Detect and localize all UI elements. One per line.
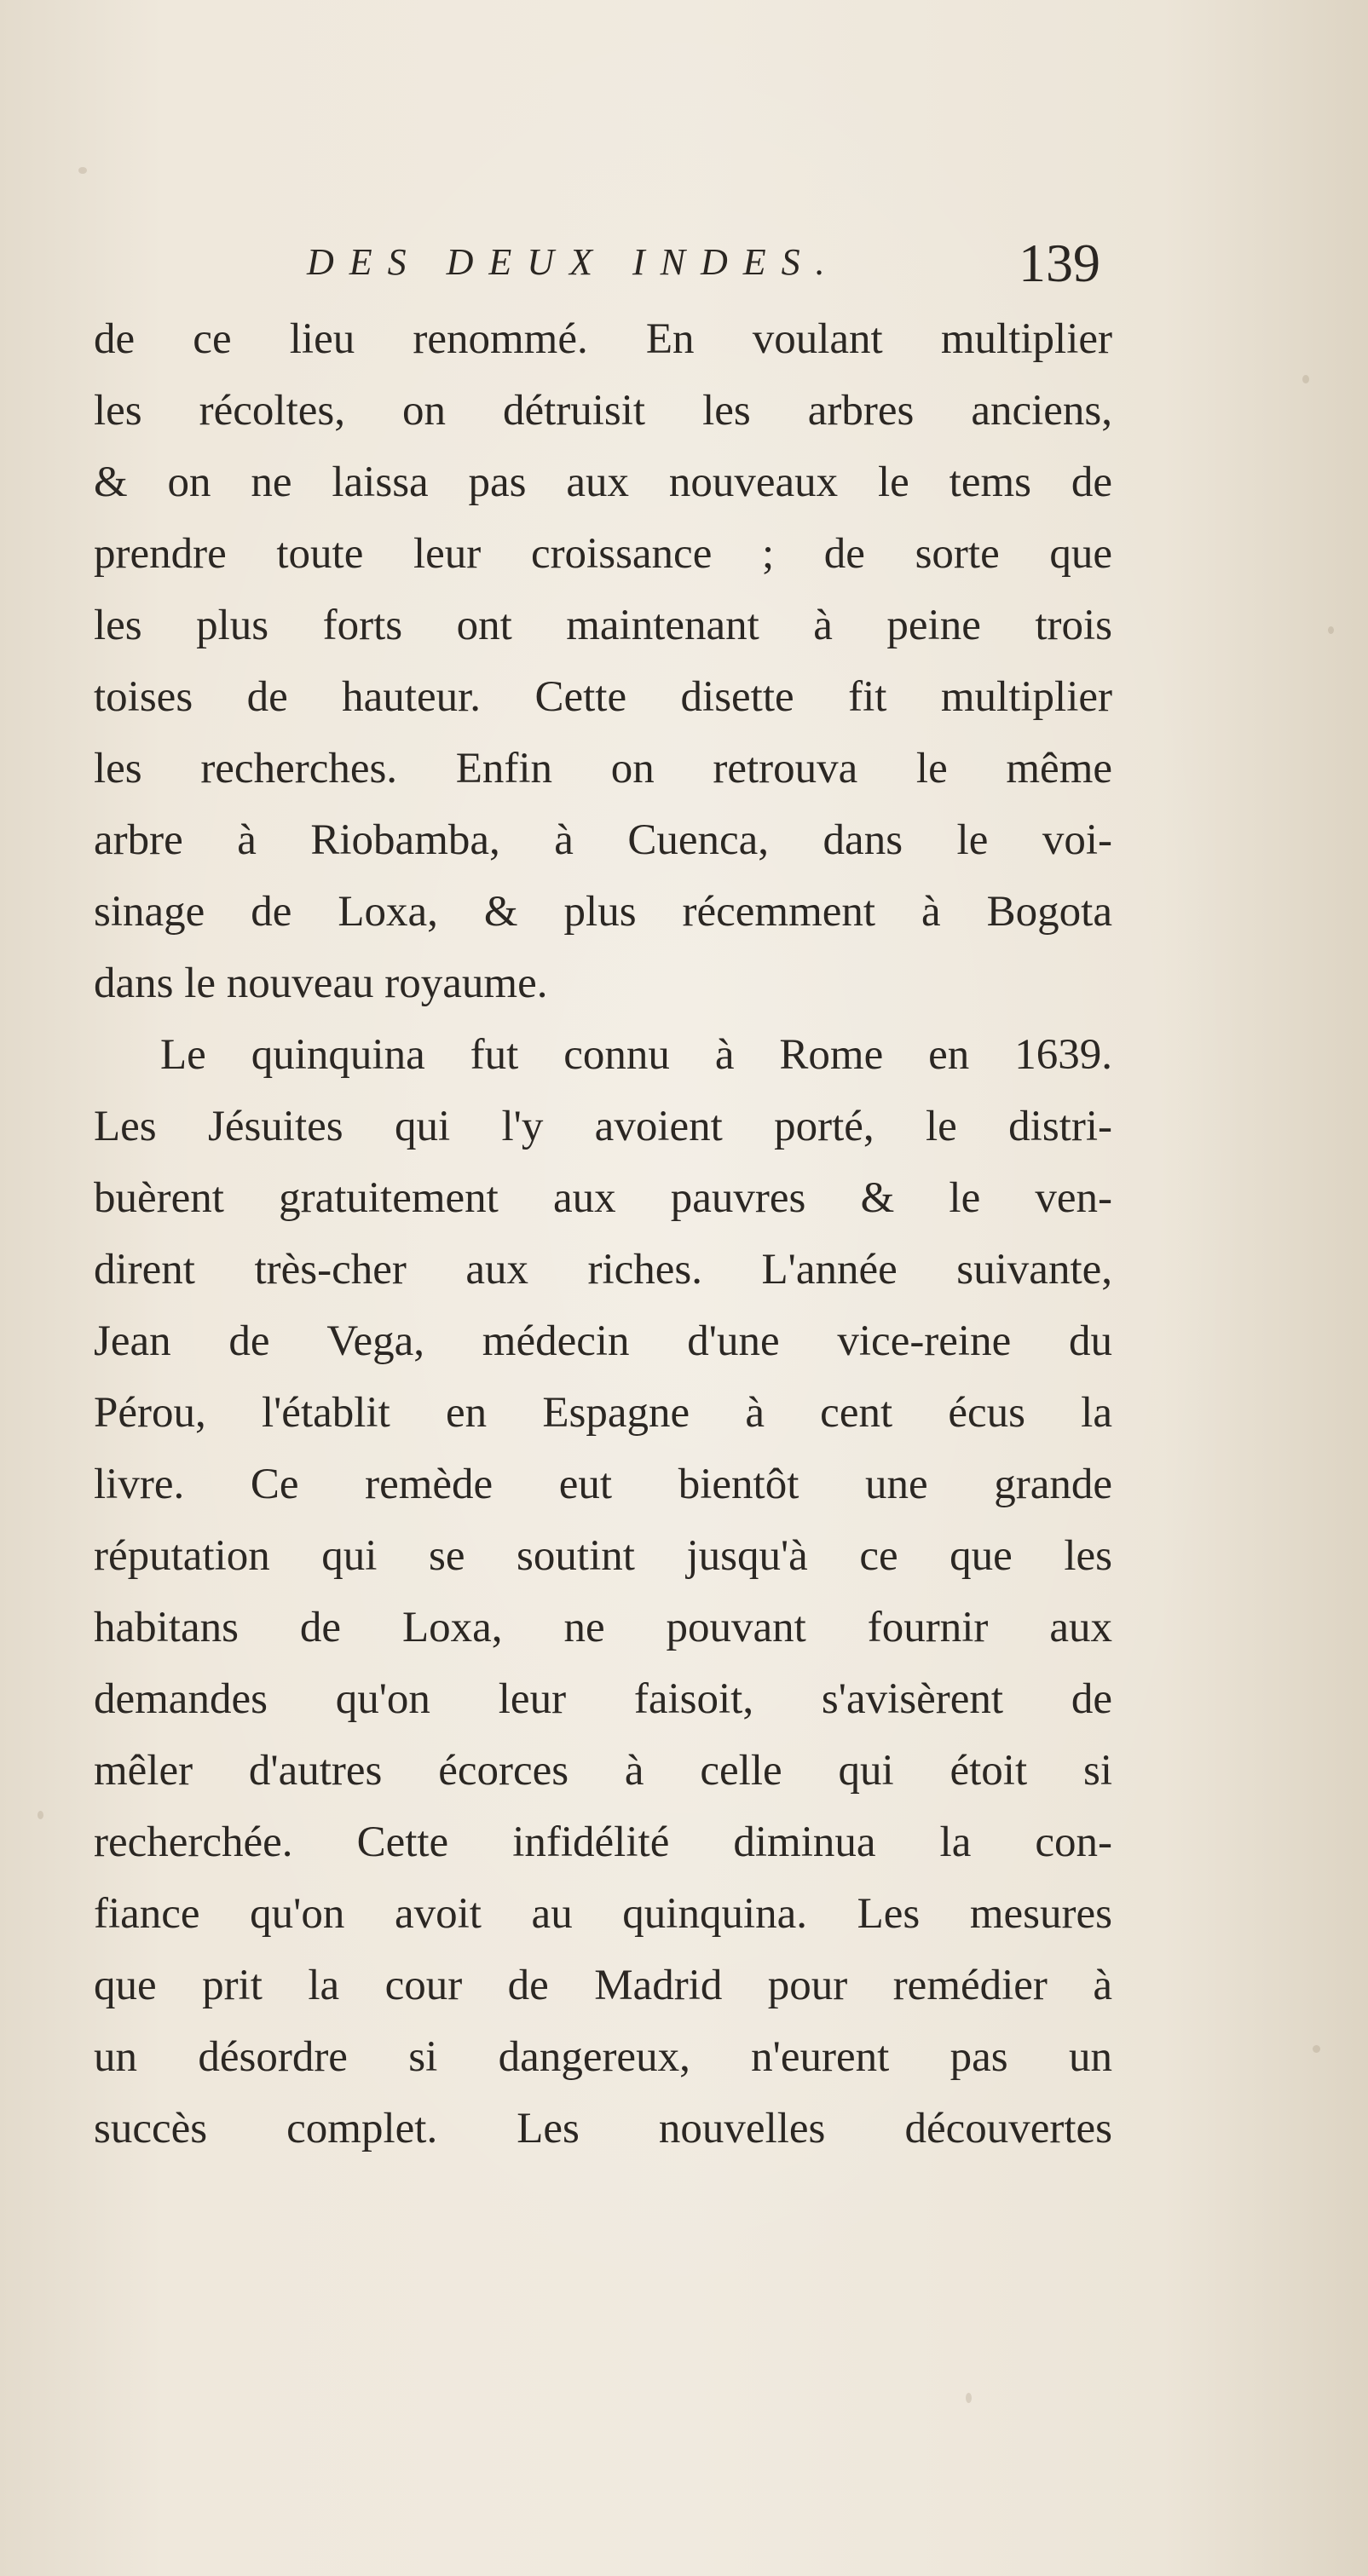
text-line: toises de hauteur. Cette disette fit multiplier <box>94 673 1112 721</box>
text-line: de ce lieu renommé. En voulant multiplier <box>94 315 1112 363</box>
text-line: recherchée. Cette infidélité diminua la con- <box>94 1818 1112 1866</box>
running-head: DES DEUX INDES. <box>307 241 840 283</box>
paper-spot <box>1302 375 1309 383</box>
text-line: buèrent gratuitement aux pauvres & le ven- <box>94 1174 1112 1222</box>
text-line: succès complet. Les nouvelles découvertes <box>94 2105 1112 2152</box>
paper-spot <box>78 167 87 174</box>
page-number: 139 <box>1019 233 1100 293</box>
text-line: arbre à Riobamba, à Cuenca, dans le voi- <box>94 816 1112 864</box>
paragraph-2 <box>94 1019 1112 2164</box>
text-line: demandes qu'on leur faisoit, s'avisèrent de <box>94 1675 1112 1723</box>
text-line: les plus forts ont maintenant à peine trois <box>94 602 1112 649</box>
text-line: que prit la cour de Madrid pour remédier à <box>94 1962 1112 2009</box>
text-line: sinage de Loxa, & plus récemment à Bogota <box>94 888 1112 936</box>
body-text <box>94 303 1112 2164</box>
text-line: fiance qu'on avoit au quinquina. Les mesures <box>94 1890 1112 1938</box>
paper-spot <box>38 1811 43 1819</box>
paper-spot <box>966 2393 972 2403</box>
text-line: les recherches. Enfin on retrouva le même <box>94 745 1112 792</box>
text-line: livre. Ce remède eut bientôt une grande <box>94 1461 1112 1508</box>
paper-spot <box>1313 2045 1320 2053</box>
text-line: un désordre si dangereux, n'eurent pas un <box>94 2033 1112 2081</box>
text-line: Le quinquina fut connu à Rome en 1639. <box>160 1031 1112 1079</box>
text-line: & on ne laissa pas aux nouveaux le tems de <box>94 458 1112 506</box>
text-line: dans le nouveau royaume. <box>94 960 548 1007</box>
text-line: habitans de Loxa, ne pouvant fournir aux <box>94 1604 1112 1651</box>
text-line: mêler d'autres écorces à celle qui étoit si <box>94 1747 1112 1795</box>
text-line: Pérou, l'établit en Espagne à cent écus la <box>94 1389 1112 1437</box>
text-line: dirent très-cher aux riches. L'année suivante, <box>94 1246 1112 1294</box>
paragraph-1 <box>94 303 1112 1019</box>
paper-spot <box>1328 626 1334 634</box>
text-line: Les Jésuites qui l'y avoient porté, le distri- <box>94 1103 1112 1150</box>
text-line: réputation qui se soutint jusqu'à ce que les <box>94 1532 1112 1580</box>
text-line: les récoltes, on détruisit les arbres anciens, <box>94 387 1112 435</box>
text-line: Jean de Vega, médecin d'une vice-reine du <box>94 1317 1112 1365</box>
text-line: prendre toute leur croissance ; de sorte que <box>94 530 1112 578</box>
